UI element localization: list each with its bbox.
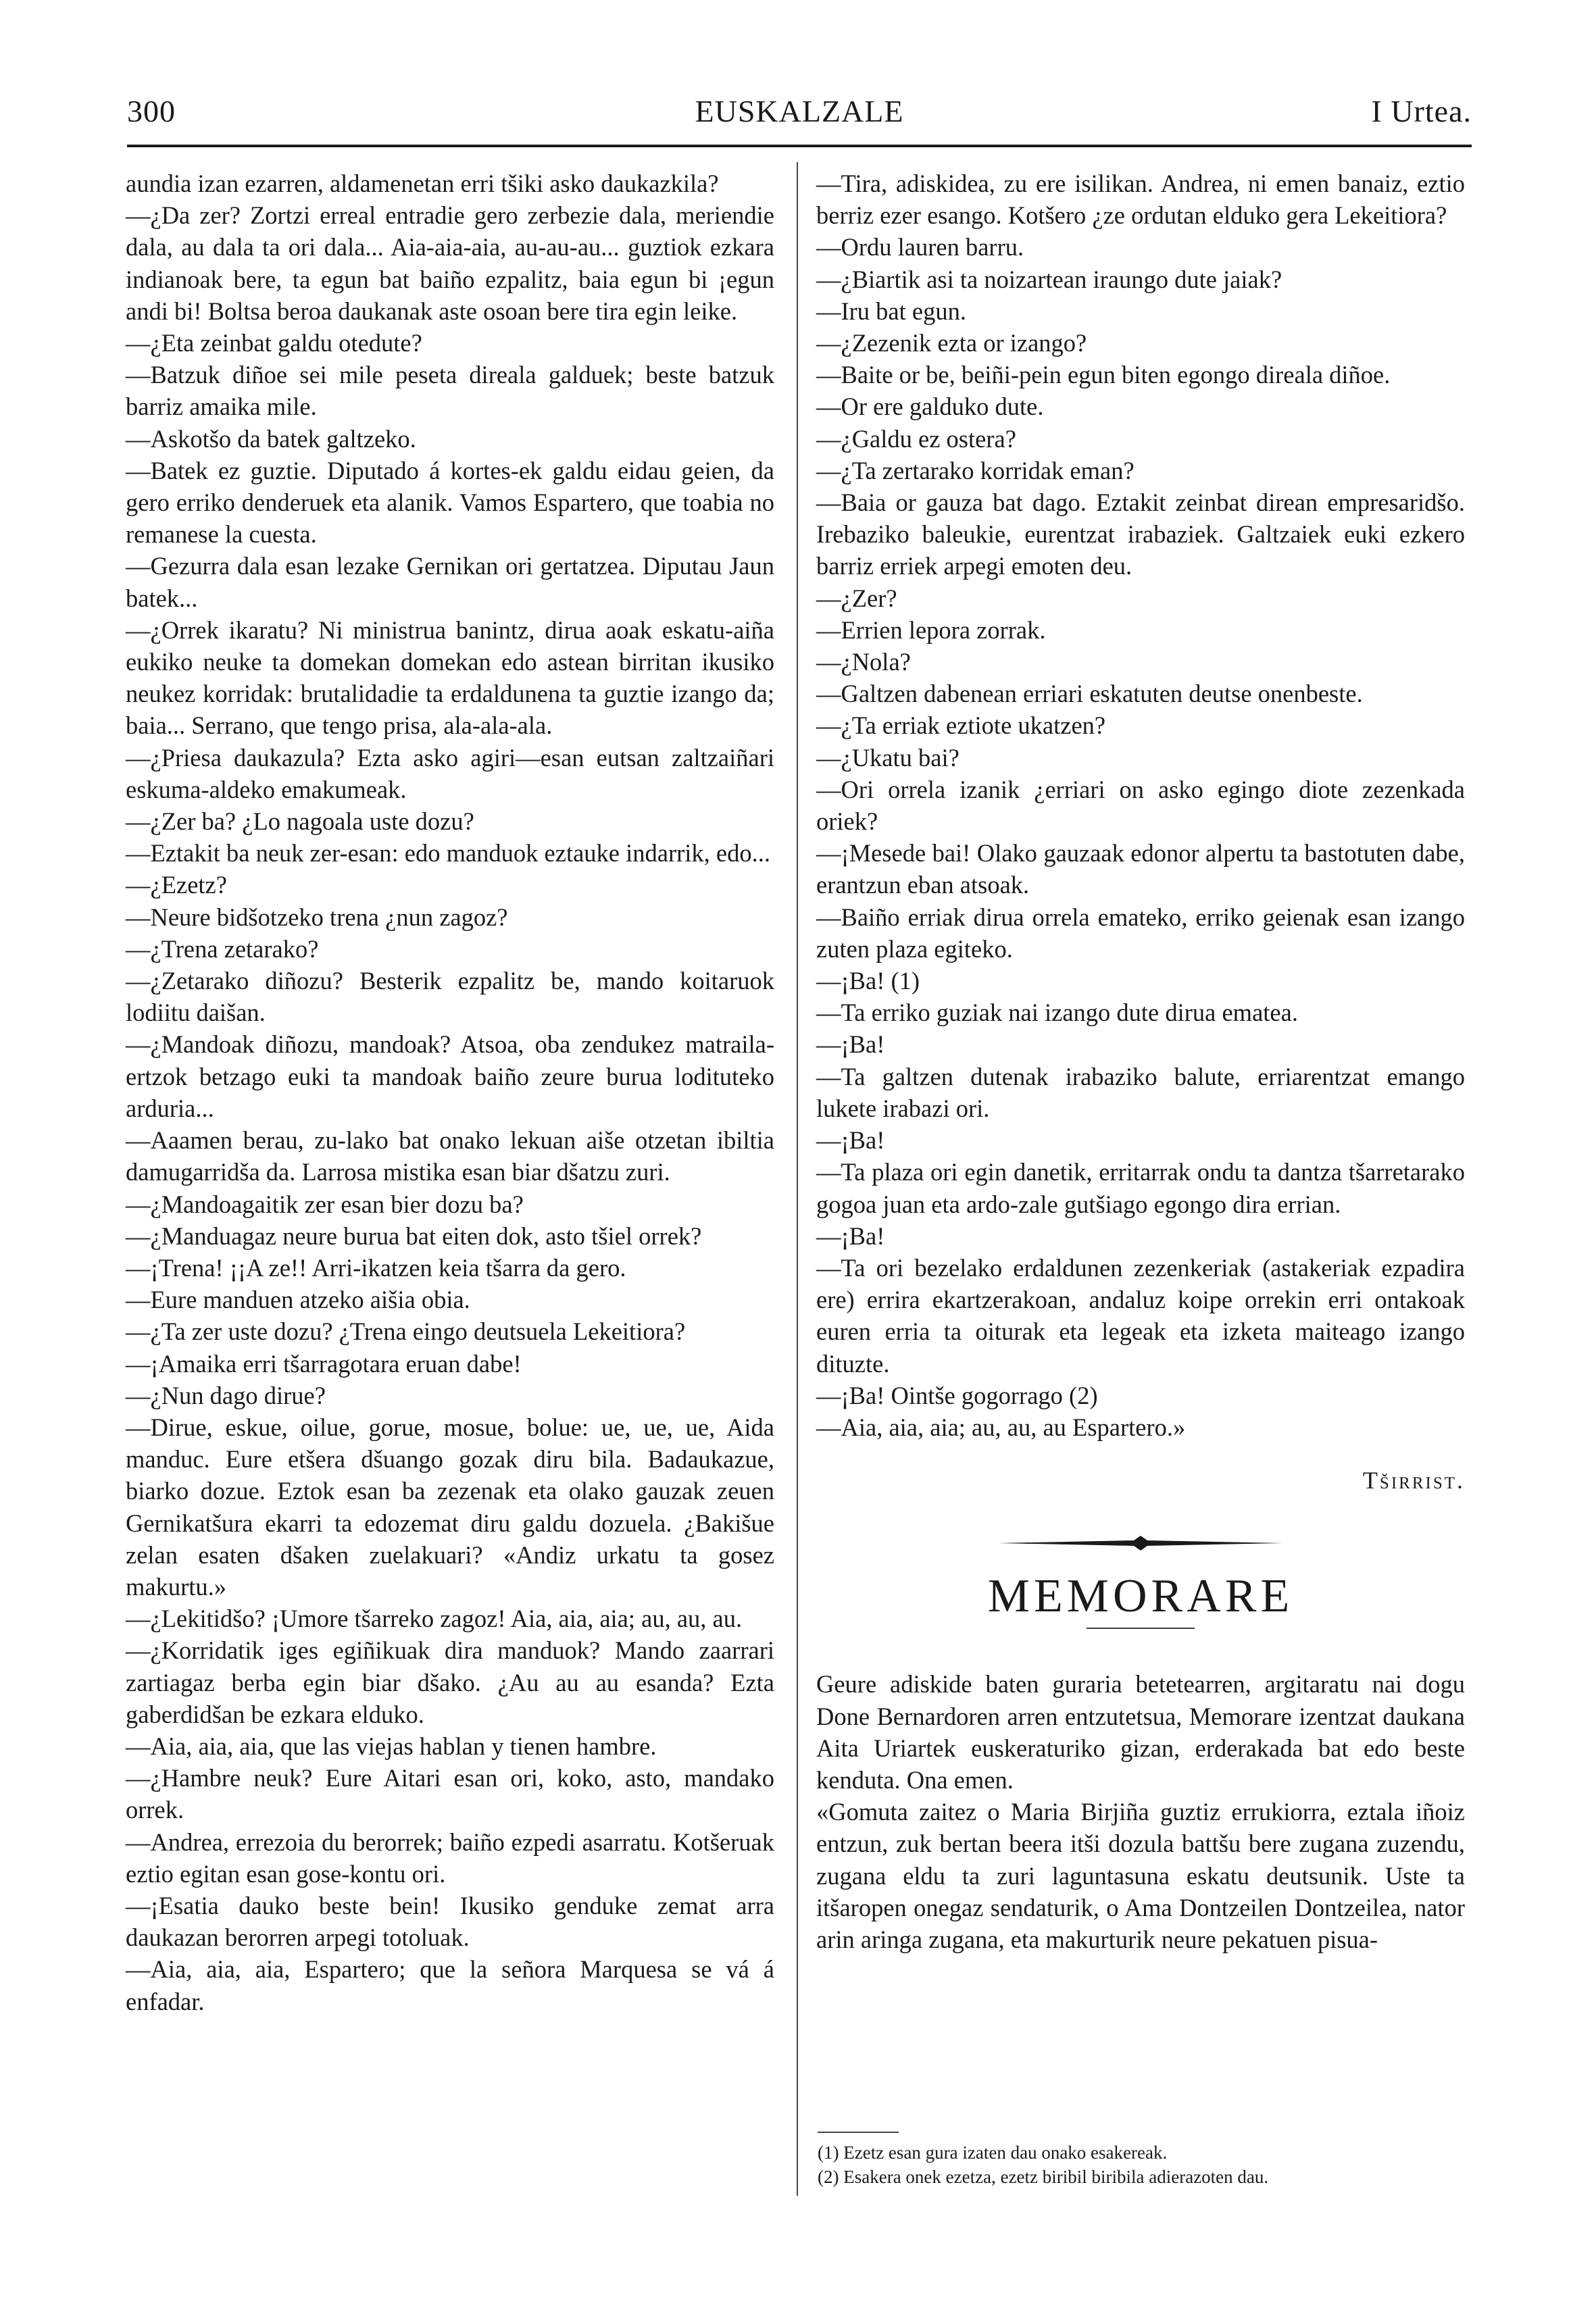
paragraph: —Eure manduen atzeko aišia obia. <box>126 1286 470 1314</box>
paragraph: —¿Orrek ikaratu? Ni ministrua banintz, dirua aoak eskatu-aiña eukiko neuke ta domekan domekan edo astean birritan ikusiko neukez korridak: brutalidadie ta erdaldunena ta guztie izango da; baia... Serrano, que tengo prisa, ala-ala-ala. <box>126 615 774 740</box>
paragraph: —Andrea, errezoia du berorrek; baiño ezpedi asarratu. Kotšeruak eztio egitan esan gose-kontu ori. <box>126 1828 774 1888</box>
paragraph: —Batek ez guztie. Diputado á kortes-ek galdu eidau geien, da gero erriko denderuek eta alanik. Vamos Espartero, que toabia no remanese la cuesta. <box>126 456 774 549</box>
paragraph: —¡Ba! <box>816 1222 885 1250</box>
paragraph: —¿Priesa daukazula? Ezta asko agiri—esan eutsan zaltzaiñari eskuma-aldeko emakumeak. <box>126 743 774 803</box>
footnote: (1) Ezetz esan gura izaten dau onako esakereak. <box>818 2142 1168 2163</box>
paragraph: —Galtzen dabenean erriari eskatuten deutse onenbeste. <box>816 680 1363 708</box>
paragraph: —Ta erriko guziak nai izango dute dirua ematea. <box>816 999 1298 1027</box>
paragraph: —¿Zer? <box>816 584 897 612</box>
year-label: I Urtea. <box>1371 94 1472 128</box>
column-divider <box>797 162 798 2196</box>
paragraph: —¿Mandoagaitik zer esan bier dozu ba? <box>126 1190 524 1218</box>
right-column <box>816 168 1465 1955</box>
page-number: 300 <box>127 94 176 128</box>
left-column <box>126 168 774 2017</box>
paragraph: —¿Trena zetarako? <box>126 934 319 963</box>
paragraph: —¡Amaika erri tšarragotara eruan dabe! <box>126 1349 522 1378</box>
paragraph: —¿Zer ba? ¿Lo nagoala uste dozu? <box>126 807 474 836</box>
paragraph: —¡Ba! <box>816 1030 885 1059</box>
ornament-rule-icon <box>999 1533 1282 1553</box>
paragraph: —¡Ba! <box>816 1126 885 1155</box>
paragraph: —Aia, aia, aia, Espartero; que la señora Marquesa se vá á enfadar. <box>126 1955 774 2015</box>
paragraph: —Neure bidšotzeko trena ¿nun zagoz? <box>126 903 508 931</box>
paragraph: —¿Zezenik ezta or izango? <box>816 329 1087 357</box>
paragraph: —¿Lekitidšo? ¡Umore tšarreko zagoz! Aia, aia, aia; au, au, au. <box>126 1605 743 1633</box>
paragraph: —Baiño erriak dirua orrela emateko, erriko geienak esan izango zuten plaza egiteko. <box>816 903 1465 963</box>
header-rule <box>127 145 1472 147</box>
paragraph: —Tira, adiskidea, zu ere isilikan. Andrea, ni emen banaiz, eztio berriz ezer esango. Kotšero ¿ze ordutan elduko gera Lekeitiora? <box>816 170 1465 230</box>
paragraph: —¿Ta zertarako korridak eman? <box>816 456 1134 484</box>
journal-title: EUSKALZALE <box>695 94 904 128</box>
paragraph: aundia izan ezarren, aldamenetan erri tšiki asko daukazkila? <box>126 170 719 197</box>
paragraph: —Aaamen berau, zu-lako bat onako lekuan aiše otzetan ibiltia damugarridša da. Larrosa mistika esan biar dšatzu zuri. <box>126 1126 774 1186</box>
paragraph: —¿Galdu ez ostera? <box>816 424 1016 453</box>
paragraph: —¿Ta erriak eztiote ukatzen? <box>816 711 1106 740</box>
ornament-divider <box>816 1533 1465 1553</box>
section-title: MEMORARE <box>987 1570 1294 1623</box>
paragraph: —Ta plaza ori egin danetik, erritarrak ondu ta dantza tšarretarako gogoa juan eta ardo-zale gutšiago egongo dira errian. <box>816 1158 1465 1218</box>
paragraph: —¿Nun dago dirue? <box>126 1381 326 1409</box>
paragraph: —Aia, aia, aia; au, au, au Espartero.» <box>816 1413 1186 1441</box>
footnotes <box>818 2140 1466 2189</box>
paragraph: —¿Eta zeinbat galdu otedute? <box>126 329 422 357</box>
paragraph: —Ordu lauren barru. <box>816 233 1024 261</box>
paragraph: —¿Biartik asi ta noizartean iraungo dute jaiak? <box>816 265 1282 293</box>
paragraph: —Askotšo da batek galtzeko. <box>126 424 416 453</box>
paragraph: —¡Esatia dauko beste bein! Ikusiko genduke zemat arra daukazan berorren arpegi totoluak. <box>126 1891 774 1952</box>
paragraph: —Iru bat egun. <box>816 297 966 325</box>
paragraph: —Batzuk diñoe sei mile peseta direala galduek; beste batzuk barriz amaika mile. <box>126 361 774 421</box>
paragraph: —¡Ba! Ointše gogorrago (2) <box>816 1381 1098 1409</box>
paragraph: —¿Korridatik iges egiñikuak dira manduok? Mando zaarrari zartiagaz berba egin biar dšako. ¿Au au au esanda? Ezta gaberdidšan be ezkara elduko. <box>126 1636 774 1728</box>
footnote: (2) Esakera onek ezetza, ezetz biribil biribila adierazoten dau. <box>818 2167 1269 2187</box>
paragraph: —Errien lepora zorrak. <box>816 615 1046 644</box>
paragraph: —¡Trena! ¡¡A ze!! Arri-ikatzen keia tšarra da gero. <box>126 1253 626 1282</box>
paragraph: —Ta ori bezelako erdaldunen zezenkeriak (astakeriak ezpadira ere) errira ekartzerakoan, andaluz koipe orrekin erri ontakoak euren erria ta oiturak eta legeak eta izketa maiteago izango dituzte. <box>816 1253 1465 1378</box>
paragraph: —Baia or gauza bat dago. Eztakit zeinbat direan empresaridšo. Irebaziko baleukie, eurentzat irabaziek. Galtzaiek euki ezkero barriz erriek arpegi emoten deu. <box>816 488 1465 580</box>
title-rule <box>1087 1628 1195 1629</box>
paragraph: —¿Ezetz? <box>126 871 227 899</box>
paragraph: —Dirue, eskue, oilue, gorue, mosue, bolue: ue, ue, ue, Aida manduc. Eure etšera dšuango gozak diru bila. Badaukazue, biarko dozue. Eztok esan ba zezenak eta olako gauzak zeuen Gernikatšura ekarri ta edozemat diru galdu dozuela. ¿Bakišue zelan esaten dšaken zuelakuari? «Andiz urkatu ta gosez makurtu.» <box>126 1413 774 1601</box>
paragraph: —Gezurra dala esan lezake Gernikan ori gertatzea. Diputau Jaun batek... <box>126 552 774 612</box>
paragraph: —Or ere galduko dute. <box>816 393 1044 421</box>
paragraph: —Ori orrela izanik ¿erriari on asko egingo diote zezenkada oriek? <box>816 775 1465 836</box>
paragraph: —¿Hambre neuk? Eure Aitari esan ori, koko, asto, mandako orrek. <box>126 1764 774 1824</box>
section-paragraph: «Gomuta zaitez o Maria Birjiña guztiz errukiorra, eztala iñoiz entzun, zuk bertan beera itši dozula battšu bere zugana zuzendu, zugana eldu ta zuri laguntasuna eskatu deutsunik. Uste ta itšaropen onegaz sendaturik, o Ama Dontzeilen Dontzeilea, nator arin aringa zugana, eta makurturik neure pekatuen pisua- <box>816 1798 1465 1953</box>
paragraph: —Aia, aia, aia, que las viejas hablan y tienen hambre. <box>126 1732 657 1760</box>
footnote-rule <box>818 2132 899 2133</box>
paragraph: —¿Manduagaz neure burua bat eiten dok, asto tšiel orrek? <box>126 1222 702 1250</box>
section-paragraph: Geure adiskide baten guraria betetearren, argitaratu nai dogu Done Bernardoren arren entzutetsua, Memorare izentzat daukana Aita Uriartek euskeraturiko gizan, erderakada bat edo beste kenduta. Ona emen. <box>816 1670 1465 1794</box>
paragraph: —¿Ta zer uste dozu? ¿Trena eingo deutsuela Lekeitiora? <box>126 1317 686 1346</box>
paragraph: —Baite or be, beiñi-pein egun biten egongo direala diñoe. <box>816 361 1391 389</box>
page-header <box>127 93 1472 134</box>
paragraph: —¿Zetarako diñozu? Besterik ezpalitz be, mando koitaruok lodiitu daišan. <box>126 967 774 1027</box>
author-signature: Tširrist. <box>1362 1467 1465 1494</box>
paragraph: —¿Mandoak diñozu, mandoak? Atsoa, oba zendukez matraila-ertzok betzago euki ta mandoak baiño zeure burua lodituteko arduria... <box>126 1030 774 1122</box>
paragraph: —¿Ukatu bai? <box>816 743 959 772</box>
paragraph: —Eztakit ba neuk zer-esan: edo manduok eztauke indarrik, edo... <box>126 839 770 867</box>
paragraph: —¿Da zer? Zortzi erreal entradie gero zerbezie dala, meriendie dala, au dala ta ori dala... Aia-aia-aia, au-au-au... guztiok ezkara indianoak bere, ta egun bat baiño ezpalitz, baia egun bi ¡egun andi bi! Boltsa beroa daukanak aste osoan bere tira egin leike. <box>126 201 774 325</box>
paragraph: —¿Nola? <box>816 648 911 676</box>
paragraph: —Ta galtzen dutenak irabaziko balute, erriarentzat emango lukete irabazi ori. <box>816 1062 1465 1122</box>
paragraph: —¡Mesede bai! Olako gauzaak edonor alpertu ta bastotuten dabe, erantzun eban atsoak. <box>816 839 1465 899</box>
paragraph: —¡Ba! (1) <box>816 967 920 995</box>
